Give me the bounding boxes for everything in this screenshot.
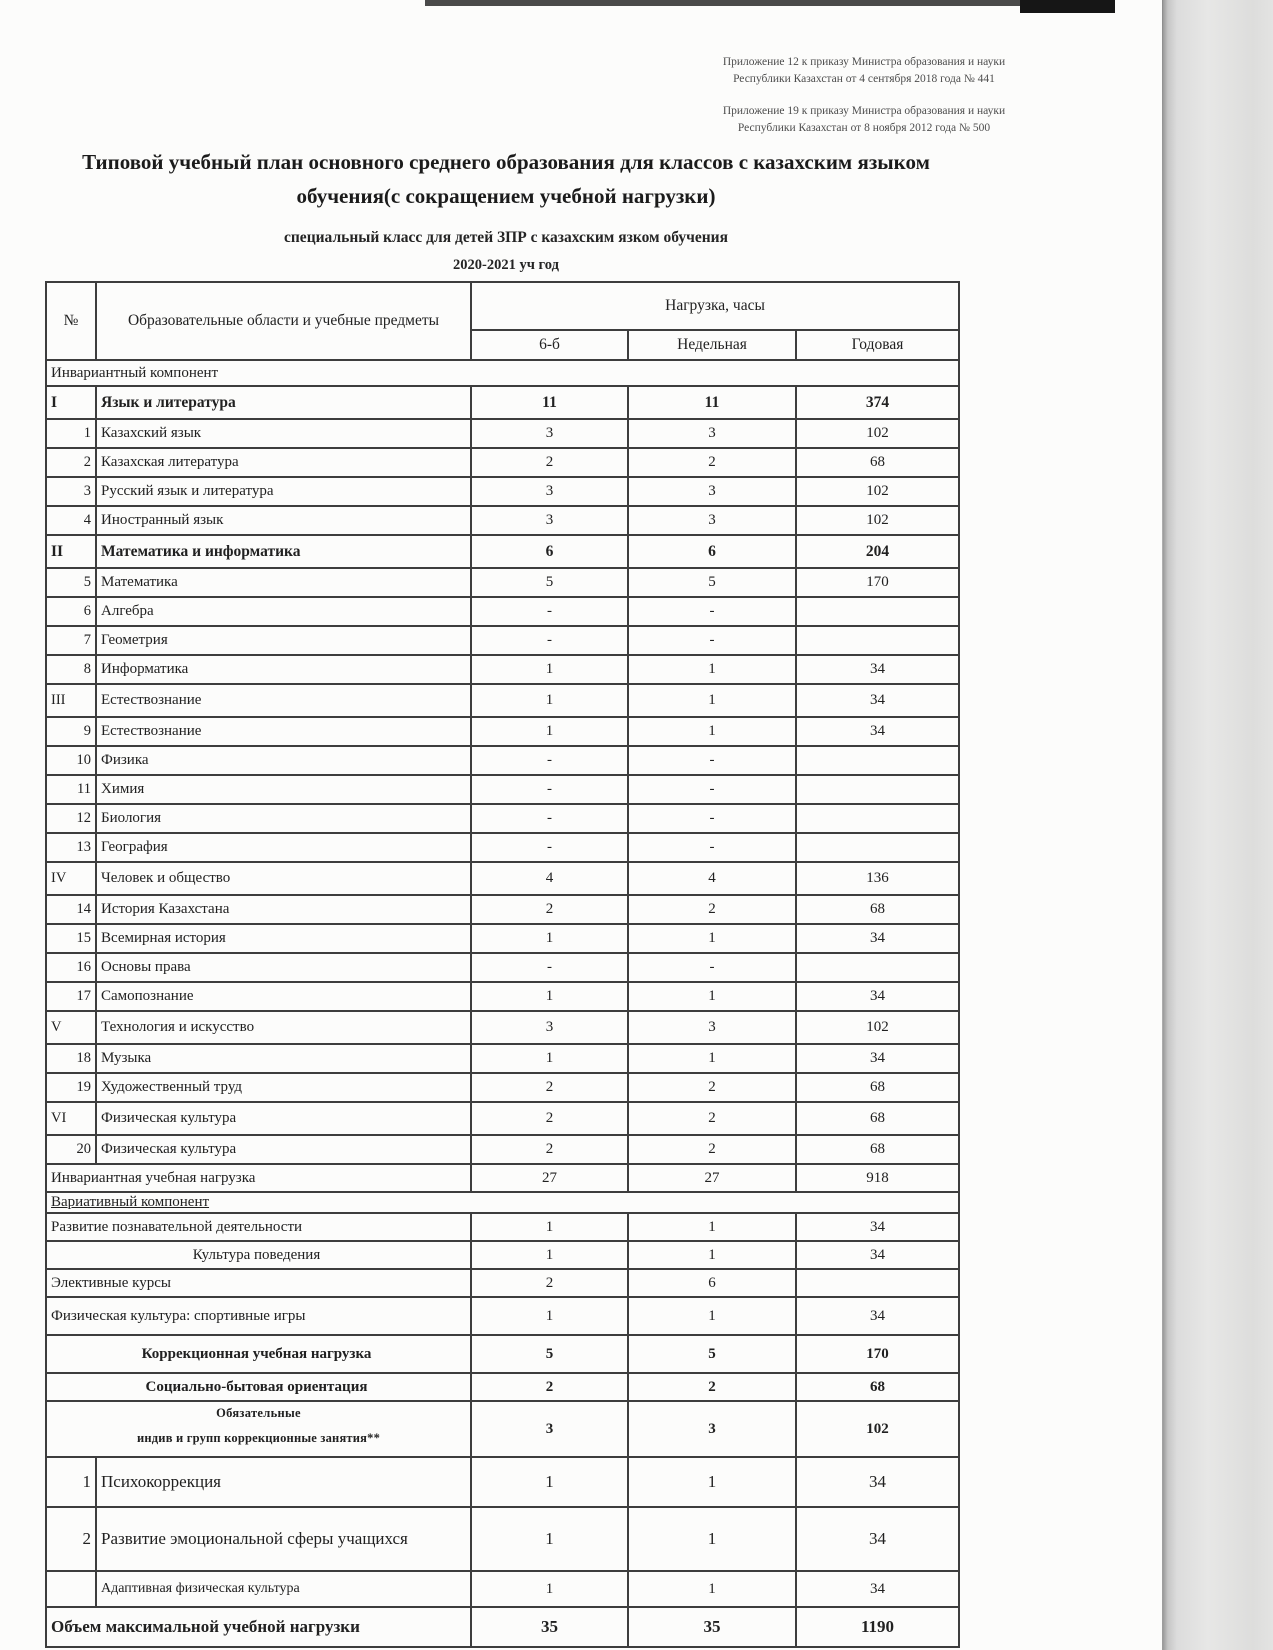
- value-yearly-cell: 68: [796, 895, 959, 924]
- table-row: [46, 477, 959, 506]
- value-yearly-cell: 68: [796, 1373, 959, 1401]
- table-row: [46, 746, 959, 775]
- value-weekly-cell: 1: [628, 1044, 796, 1073]
- value-yearly-cell: [796, 833, 959, 862]
- appendix-order-2: [638, 103, 1090, 138]
- value-yearly-cell: 102: [796, 506, 959, 535]
- subject-cell: Всемирная история: [96, 924, 471, 953]
- value-yearly-cell: 204: [796, 535, 959, 568]
- value-weekly-cell: 4: [628, 862, 796, 895]
- value-yearly-cell: 34: [796, 684, 959, 717]
- value-yearly-cell: 102: [796, 477, 959, 506]
- row-number-cell: 1: [46, 1457, 96, 1507]
- row-number-cell: 19: [46, 1073, 96, 1102]
- value-yearly-cell: [796, 1269, 959, 1297]
- scanner-edge-strip: [425, 0, 1115, 6]
- col-header-yearly: Годовая: [796, 330, 959, 360]
- subject-line-2: индив и групп коррекционные занятия**: [136, 1430, 381, 1445]
- value-weekly-cell: 3: [628, 1401, 796, 1457]
- value-weekly-cell: -: [628, 597, 796, 626]
- subject-cell: Развитие эмоциональной сферы учащихся: [96, 1507, 471, 1571]
- table-row: [46, 895, 959, 924]
- table-row: [46, 1457, 959, 1507]
- value-6b-cell: 3: [471, 477, 628, 506]
- value-yearly-cell: 170: [796, 568, 959, 597]
- value-weekly-cell: 1: [628, 982, 796, 1011]
- value-yearly-cell: [796, 626, 959, 655]
- table-row: [46, 597, 959, 626]
- value-weekly-cell: 1: [628, 655, 796, 684]
- subject-cell: Основы права: [96, 953, 471, 982]
- table-row: [46, 655, 959, 684]
- value-weekly-cell: 2: [628, 1373, 796, 1401]
- table-row: [46, 1164, 959, 1192]
- row-number-cell: 12: [46, 804, 96, 833]
- value-yearly-cell: [796, 953, 959, 982]
- value-weekly-cell: -: [628, 775, 796, 804]
- value-weekly-cell: 6: [628, 535, 796, 568]
- value-6b-cell: 1: [471, 982, 628, 1011]
- table-row: [46, 360, 959, 386]
- table-row: [46, 386, 959, 419]
- row-number-cell: 2: [46, 448, 96, 477]
- value-yearly-cell: 170: [796, 1335, 959, 1373]
- table-row: [46, 1571, 959, 1607]
- value-weekly-cell: 35: [628, 1607, 796, 1647]
- table-row: [46, 1607, 959, 1647]
- row-number-cell: [46, 1571, 96, 1607]
- table-row: [46, 924, 959, 953]
- col-header-weekly: Недельная: [628, 330, 796, 360]
- value-yearly-cell: [796, 804, 959, 833]
- value-6b-cell: 3: [471, 506, 628, 535]
- row-number-cell: I: [46, 386, 96, 419]
- table-row: [46, 775, 959, 804]
- row-number-cell: IV: [46, 862, 96, 895]
- value-weekly-cell: 2: [628, 448, 796, 477]
- row-number-cell: II: [46, 535, 96, 568]
- table-row: [46, 1192, 959, 1213]
- subject-cell: Биология: [96, 804, 471, 833]
- subject-cell: География: [96, 833, 471, 862]
- value-yearly-cell: 34: [796, 1297, 959, 1335]
- section-band-cell: [46, 1192, 959, 1213]
- table-row: [46, 535, 959, 568]
- value-weekly-cell: 1: [628, 684, 796, 717]
- value-weekly-cell: 1: [628, 1241, 796, 1269]
- value-weekly-cell: 3: [628, 419, 796, 448]
- value-yearly-cell: 1190: [796, 1607, 959, 1647]
- scan-background-gutter: [1163, 0, 1273, 1650]
- value-yearly-cell: 374: [796, 386, 959, 419]
- row-number-cell: 18: [46, 1044, 96, 1073]
- value-6b-cell: 1: [471, 1571, 628, 1607]
- table-row: [46, 1507, 959, 1571]
- row-number-cell: 9: [46, 717, 96, 746]
- academic-year: 2020-2021 уч год: [453, 257, 559, 273]
- value-yearly-cell: 34: [796, 1571, 959, 1607]
- subject-cell: Математика: [96, 568, 471, 597]
- value-yearly-cell: 34: [796, 1241, 959, 1269]
- value-6b-cell: -: [471, 775, 628, 804]
- col-header-subject: Образовательные области и учебные предметы: [96, 282, 471, 360]
- table-row: [46, 833, 959, 862]
- value-6b-cell: -: [471, 833, 628, 862]
- row-number-cell: 13: [46, 833, 96, 862]
- value-yearly-cell: 68: [796, 1102, 959, 1135]
- subject-line-1: Обязательные: [216, 1406, 301, 1421]
- table-row: [46, 1011, 959, 1044]
- value-weekly-cell: 3: [628, 1011, 796, 1044]
- value-6b-cell: 1: [471, 717, 628, 746]
- table-row: [46, 982, 959, 1011]
- row-number-cell: 4: [46, 506, 96, 535]
- table-row: [46, 1401, 959, 1457]
- value-yearly-cell: 102: [796, 1011, 959, 1044]
- value-weekly-cell: -: [628, 953, 796, 982]
- value-6b-cell: 2: [471, 1073, 628, 1102]
- value-6b-cell: 3: [471, 1401, 628, 1457]
- value-yearly-cell: 102: [796, 419, 959, 448]
- subject-cell: Музыка: [96, 1044, 471, 1073]
- table-row: [46, 1213, 959, 1241]
- subject-cell: Психокоррекция: [96, 1457, 471, 1507]
- value-weekly-cell: 2: [628, 895, 796, 924]
- subject-cell: Естествознание: [96, 684, 471, 717]
- value-6b-cell: 35: [471, 1607, 628, 1647]
- value-weekly-cell: -: [628, 833, 796, 862]
- scanner-edge-dark-block: [1020, 0, 1115, 13]
- table-row: [46, 1102, 959, 1135]
- value-weekly-cell: 2: [628, 1135, 796, 1164]
- row-number-cell: 1: [46, 419, 96, 448]
- value-6b-cell: 27: [471, 1164, 628, 1192]
- table-row: [46, 1241, 959, 1269]
- value-yearly-cell: 136: [796, 862, 959, 895]
- table-row: [46, 1373, 959, 1401]
- appendix-2-line-2: Республики Казахстан от 8 ноября 2012 года № 500: [737, 121, 991, 134]
- row-number-cell: 3: [46, 477, 96, 506]
- col-header-load-group: Нагрузка, часы: [471, 282, 959, 330]
- table-row: [46, 506, 959, 535]
- subject-cell: Адаптивная физическая культура: [96, 1571, 471, 1607]
- value-yearly-cell: 102: [796, 1401, 959, 1457]
- value-6b-cell: 1: [471, 684, 628, 717]
- row-number-cell: 6: [46, 597, 96, 626]
- subject-cell: Элективные курсы: [46, 1269, 471, 1297]
- subject-cell: Объем максимальной учебной нагрузки: [46, 1607, 471, 1647]
- section-band-label: Вариативный компонент: [51, 1194, 210, 1210]
- table-row: [46, 1269, 959, 1297]
- row-number-cell: 16: [46, 953, 96, 982]
- curriculum-table: [45, 281, 960, 1648]
- value-weekly-cell: 2: [628, 1073, 796, 1102]
- value-6b-cell: 1: [471, 1044, 628, 1073]
- value-weekly-cell: -: [628, 804, 796, 833]
- value-weekly-cell: 1: [628, 1571, 796, 1607]
- value-weekly-cell: 1: [628, 1297, 796, 1335]
- value-6b-cell: 2: [471, 1373, 628, 1401]
- value-6b-cell: 4: [471, 862, 628, 895]
- subject-cell: Иностранный язык: [96, 506, 471, 535]
- value-weekly-cell: -: [628, 626, 796, 655]
- subject-cell: Коррекционная учебная нагрузка: [46, 1335, 471, 1373]
- subject-cell: История Казахстана: [96, 895, 471, 924]
- value-6b-cell: 2: [471, 1102, 628, 1135]
- subject-cell: Физическая культура: [96, 1102, 471, 1135]
- value-yearly-cell: 34: [796, 924, 959, 953]
- value-yearly-cell: [796, 775, 959, 804]
- value-6b-cell: -: [471, 953, 628, 982]
- value-6b-cell: -: [471, 626, 628, 655]
- table-row: [46, 804, 959, 833]
- appendix-1-line-2: Республики Казахстан от 4 сентября 2018 года № 441: [733, 73, 995, 86]
- table-row: [46, 1335, 959, 1373]
- row-number-cell: 11: [46, 775, 96, 804]
- value-6b-cell: -: [471, 804, 628, 833]
- subject-cell: Информатика: [96, 655, 471, 684]
- value-6b-cell: 2: [471, 1269, 628, 1297]
- row-number-cell: VI: [46, 1102, 96, 1135]
- row-number-cell: V: [46, 1011, 96, 1044]
- value-6b-cell: 1: [471, 924, 628, 953]
- appendix-reference-block: [638, 54, 1090, 151]
- value-6b-cell: -: [471, 597, 628, 626]
- table-row: [46, 419, 959, 448]
- value-yearly-cell: [796, 746, 959, 775]
- value-6b-cell: 5: [471, 568, 628, 597]
- value-6b-cell: 1: [471, 1507, 628, 1571]
- row-number-cell: 10: [46, 746, 96, 775]
- row-number-cell: 8: [46, 655, 96, 684]
- col-header-num: №: [46, 282, 96, 360]
- subject-cell: Самопознание: [96, 982, 471, 1011]
- col-header-class-6b: 6-б: [471, 330, 628, 360]
- subject-cell: Развитие познавательной деятельности: [46, 1213, 471, 1241]
- subject-cell: Человек и общество: [96, 862, 471, 895]
- value-yearly-cell: 68: [796, 1073, 959, 1102]
- appendix-1-line-1: Приложение 12 к приказу Министра образования и науки: [722, 56, 1006, 68]
- table-row: [46, 1073, 959, 1102]
- value-yearly-cell: 34: [796, 655, 959, 684]
- value-6b-cell: 3: [471, 1011, 628, 1044]
- value-6b-cell: 1: [471, 1457, 628, 1507]
- value-weekly-cell: -: [628, 746, 796, 775]
- table-row: [46, 1297, 959, 1335]
- value-6b-cell: 2: [471, 448, 628, 477]
- value-yearly-cell: 34: [796, 1457, 959, 1507]
- subject-cell: Алгебра: [96, 597, 471, 626]
- table-header-row-1: [46, 282, 959, 330]
- row-number-cell: 14: [46, 895, 96, 924]
- table-row: [46, 626, 959, 655]
- value-6b-cell: 2: [471, 895, 628, 924]
- value-yearly-cell: [796, 597, 959, 626]
- value-weekly-cell: 6: [628, 1269, 796, 1297]
- value-weekly-cell: 3: [628, 477, 796, 506]
- subject-cell: Геометрия: [96, 626, 471, 655]
- value-6b-cell: 6: [471, 535, 628, 568]
- value-6b-cell: 1: [471, 1241, 628, 1269]
- subject-cell: Казахский язык: [96, 419, 471, 448]
- value-weekly-cell: 11: [628, 386, 796, 419]
- section-band-cell: [46, 360, 959, 386]
- value-6b-cell: 1: [471, 655, 628, 684]
- subject-cell: Инвариантная учебная нагрузка: [46, 1164, 471, 1192]
- value-weekly-cell: 3: [628, 506, 796, 535]
- row-number-cell: 7: [46, 626, 96, 655]
- value-yearly-cell: 34: [796, 1507, 959, 1571]
- subject-cell: Культура поведения: [46, 1241, 471, 1269]
- value-weekly-cell: 1: [628, 717, 796, 746]
- table-row: [46, 717, 959, 746]
- value-yearly-cell: 68: [796, 448, 959, 477]
- value-weekly-cell: 1: [628, 1507, 796, 1571]
- value-6b-cell: 3: [471, 419, 628, 448]
- subject-cell: [46, 1401, 471, 1457]
- section-band-label: Инвариантный компонент: [51, 364, 219, 381]
- subject-cell: Социально-бытовая ориентация: [46, 1373, 471, 1401]
- subject-cell: Технология и искусство: [96, 1011, 471, 1044]
- row-number-cell: 17: [46, 982, 96, 1011]
- row-number-cell: III: [46, 684, 96, 717]
- value-yearly-cell: 34: [796, 1213, 959, 1241]
- table-row: [46, 953, 959, 982]
- subject-cell: Художественный труд: [96, 1073, 471, 1102]
- table-body: [46, 360, 959, 1647]
- subject-cell: Казахская литература: [96, 448, 471, 477]
- value-weekly-cell: 1: [628, 1457, 796, 1507]
- subject-cell: Язык и литература: [96, 386, 471, 419]
- table-row: [46, 1135, 959, 1164]
- row-number-cell: 20: [46, 1135, 96, 1164]
- value-weekly-cell: 2: [628, 1102, 796, 1135]
- value-yearly-cell: 34: [796, 1044, 959, 1073]
- value-6b-cell: 11: [471, 386, 628, 419]
- value-6b-cell: -: [471, 746, 628, 775]
- row-number-cell: 2: [46, 1507, 96, 1571]
- subject-cell: Математика и информатика: [96, 535, 471, 568]
- value-weekly-cell: 5: [628, 1335, 796, 1373]
- value-yearly-cell: 918: [796, 1164, 959, 1192]
- subject-cell: Естествознание: [96, 717, 471, 746]
- table-row: [46, 862, 959, 895]
- value-weekly-cell: 1: [628, 924, 796, 953]
- table-row: [46, 568, 959, 597]
- subject-cell: Химия: [96, 775, 471, 804]
- table-row: [46, 684, 959, 717]
- value-yearly-cell: 34: [796, 982, 959, 1011]
- table-row: [46, 448, 959, 477]
- value-6b-cell: 1: [471, 1297, 628, 1335]
- row-number-cell: 5: [46, 568, 96, 597]
- appendix-2-line-1: Приложение 19 к приказу Министра образования и науки: [722, 104, 1006, 117]
- value-yearly-cell: 34: [796, 717, 959, 746]
- value-weekly-cell: 27: [628, 1164, 796, 1192]
- subject-cell: Русский язык и литература: [96, 477, 471, 506]
- table-row: [46, 1044, 959, 1073]
- document-subtitle: специальный класс для детей ЗПР с казахским язком обучения: [284, 229, 728, 246]
- value-yearly-cell: 68: [796, 1135, 959, 1164]
- subject-cell: Физическая культура: спортивные игры: [46, 1297, 471, 1335]
- value-6b-cell: 1: [471, 1213, 628, 1241]
- row-number-cell: 15: [46, 924, 96, 953]
- subject-cell: Физическая культура: [96, 1135, 471, 1164]
- value-6b-cell: 5: [471, 1335, 628, 1373]
- appendix-order-1: [638, 54, 1090, 89]
- value-weekly-cell: 5: [628, 568, 796, 597]
- value-weekly-cell: 1: [628, 1213, 796, 1241]
- subject-cell: Физика: [96, 746, 471, 775]
- value-6b-cell: 2: [471, 1135, 628, 1164]
- document-title: Типовой учебный план основного среднего образования для классов с казахским языком обучения(с сокращением учебной нагрузки): [82, 150, 930, 208]
